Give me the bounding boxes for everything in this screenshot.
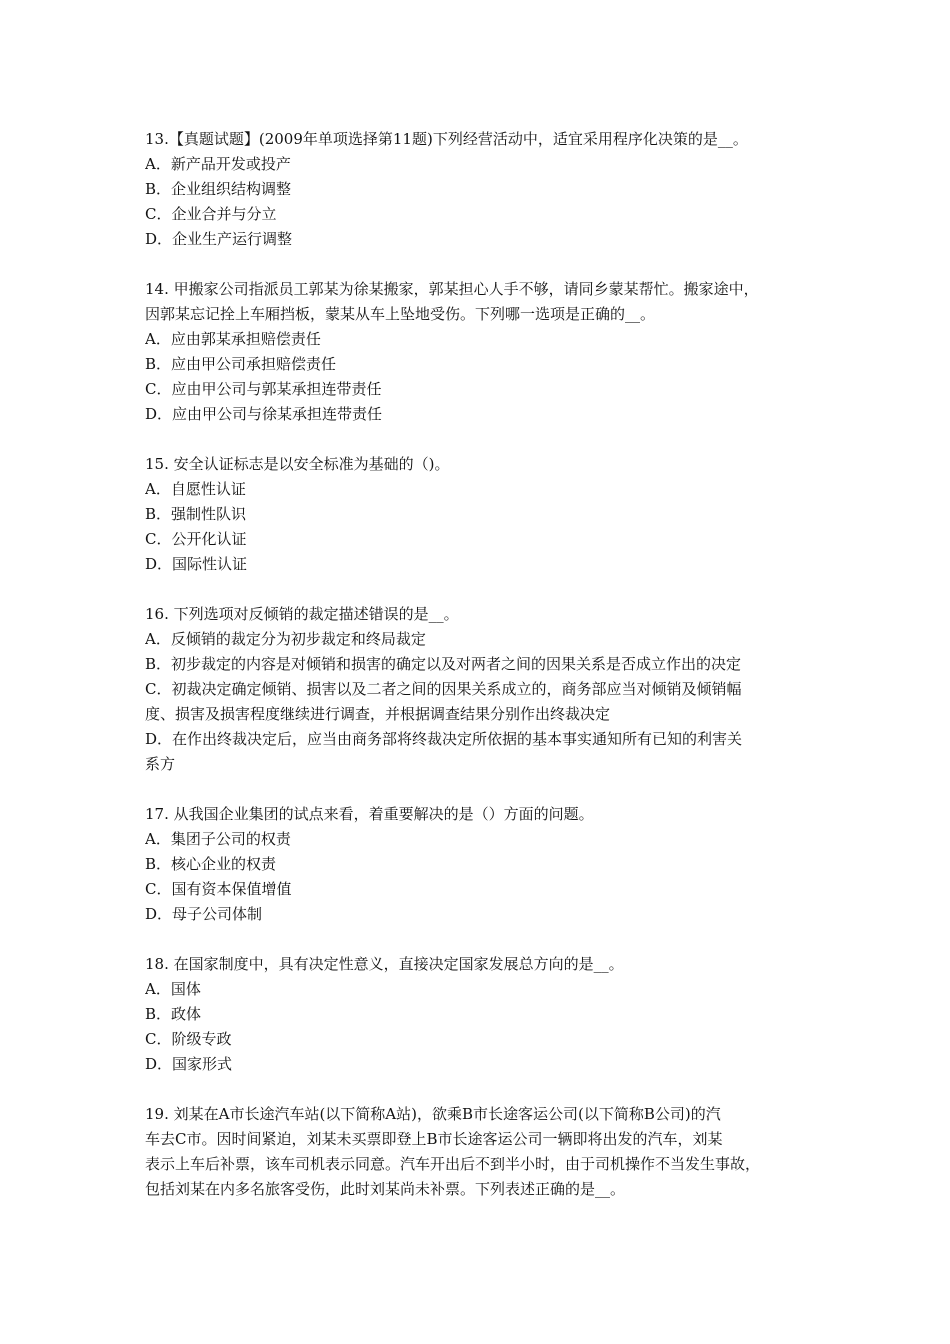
question-stem-line: 因郭某忘记拴上车厢挡板，蒙某从车上坠地受伤。下列哪一选项是正确的__。 [145, 305, 656, 323]
answer-option: B．企业组织结构调整 [145, 180, 292, 198]
answer-option: D．母子公司体制 [145, 905, 263, 923]
answer-option: A．反倾销的裁定分为初步裁定和终局裁定 [145, 630, 426, 648]
question-stem-line: 13.【真题试题】(2009年单项选择第11题)下列经营活动中，适宜采用程序化决策的是__。 [145, 130, 748, 148]
question-list [145, 127, 825, 1227]
question-block [145, 602, 825, 777]
answer-option: C．企业合并与分立 [145, 205, 277, 223]
answer-option: D．在作出终裁决定后，应当由商务部将终裁决定所依据的基本事实通知所有已知的利害关 [145, 730, 743, 748]
question-stem-line: 19. 刘某在A市长途汽车站(以下简称A站)，欲乘B市长途客运公司(以下简称B公司)的汽 [145, 1105, 721, 1123]
answer-option: A．自愿性认证 [145, 480, 246, 498]
answer-option: B．强制性队识 [145, 505, 247, 523]
question-stem-line: 16. 下列选项对反倾销的裁定描述错误的是__。 [145, 605, 459, 623]
question-block [145, 1102, 825, 1202]
question-stem-line: 14. 甲搬家公司指派员工郭某为徐某搬家，郭某担心人手不够，请同乡蒙某帮忙。搬家途中， [145, 280, 759, 298]
question-stem-line: 17. 从我国企业集团的试点来看，着重要解决的是（）方面的问题。 [145, 805, 594, 823]
answer-option: C．应由甲公司与郭某承担连带责任 [145, 380, 382, 398]
answer-option: B．初步裁定的内容是对倾销和损害的确定以及对两者之间的因果关系是否成立作出的决定 [145, 655, 742, 673]
answer-option: 系方 [145, 755, 176, 773]
answer-option: A．应由郭某承担赔偿责任 [145, 330, 321, 348]
answer-option: B．应由甲公司承担赔偿责任 [145, 355, 337, 373]
answer-option: A．新产品开发或投产 [145, 155, 291, 173]
question-stem-line: 车去C市。因时间紧迫，刘某未买票即登上B市长途客运公司一辆即将出发的汽车，刘某 [145, 1130, 723, 1148]
answer-option: C．公开化认证 [145, 530, 247, 548]
answer-option: D．国际性认证 [145, 555, 248, 573]
answer-option: A．国体 [145, 980, 201, 998]
answer-option: D．国家形式 [145, 1055, 233, 1073]
question-block [145, 802, 825, 927]
question-block [145, 277, 825, 427]
answer-option: D．应由甲公司与徐某承担连带责任 [145, 405, 383, 423]
answer-option: 度、损害及损害程度继续进行调查，并根据调查结果分别作出终裁决定 [145, 705, 611, 723]
answer-option: B．政体 [145, 1005, 202, 1023]
answer-option: C．阶级专政 [145, 1030, 232, 1048]
question-stem-line: 18. 在国家制度中，具有决定性意义，直接决定国家发展总方向的是__。 [145, 955, 624, 973]
answer-option: D．企业生产运行调整 [145, 230, 293, 248]
question-block [145, 127, 825, 252]
question-block [145, 952, 825, 1077]
answer-option: C．国有资本保值增值 [145, 880, 292, 898]
answer-option: A．集团子公司的权责 [145, 830, 291, 848]
answer-option: C．初裁决定确定倾销、损害以及二者之间的因果关系成立的，商务部应当对倾销及倾销幅 [145, 680, 742, 698]
question-stem-line: 包括刘某在内多名旅客受伤，此时刘某尚未补票。下列表述正确的是__。 [145, 1180, 626, 1198]
question-stem-line: 15. 安全认证标志是以安全标准为基础的（)。 [145, 455, 450, 473]
answer-option: B．核心企业的权责 [145, 855, 277, 873]
question-stem-line: 表示上车后补票，该车司机表示同意。汽车开出后不到半小时，由于司机操作不当发生事故， [145, 1155, 761, 1173]
question-block [145, 452, 825, 577]
